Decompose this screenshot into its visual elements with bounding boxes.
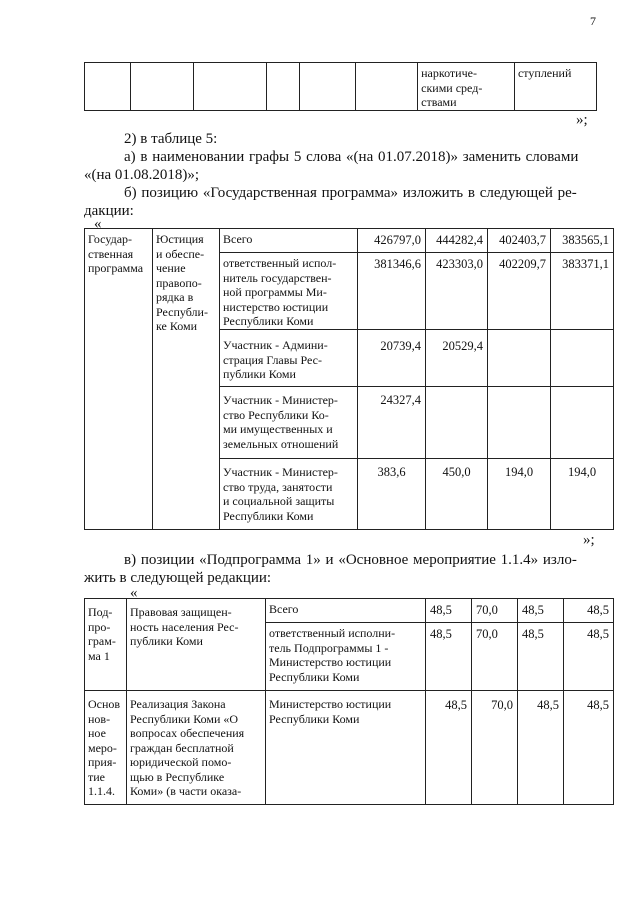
- value-cell: 20529,4: [426, 330, 488, 387]
- value-cell: 402403,7: [488, 229, 551, 253]
- row-label-cell: [220, 253, 358, 330]
- row-label: Участник - Админи- страция Главы Рес- публики Коми: [223, 338, 328, 381]
- row-label: Участник - Министер- ство Республики Ко- ми имущественных и земельных отношений: [223, 393, 339, 451]
- value-cell: [551, 387, 614, 459]
- paragraph-b-line1: б) позицию «Государственная программа» изложить в следующей ре-: [124, 185, 577, 201]
- row-label: ответственный исполни- тель Подпрограммы 1 - Министерство юстиции Республики Коми: [269, 626, 396, 684]
- value-cell: [426, 387, 488, 459]
- subprogram-type-cell: [85, 599, 127, 691]
- value-cell: 48,5: [564, 599, 614, 623]
- value-cell: [488, 330, 551, 387]
- row-label-cell: [220, 330, 358, 387]
- value-cell: 48,5: [564, 691, 614, 805]
- subprogram-table: [84, 598, 614, 805]
- value-cell: 48,5: [518, 599, 564, 623]
- table-cell: [267, 63, 300, 111]
- row-label: Министерство юстиции Республики Коми: [269, 697, 392, 726]
- program-name-cell: [153, 229, 220, 530]
- paragraph-a-line2: «(на 01.08.2018)»;: [84, 167, 200, 183]
- main-activity-name-cell: [127, 691, 266, 805]
- value-cell: 383565,1: [551, 229, 614, 253]
- row-label-cell: [220, 459, 358, 530]
- value-cell: 20739,4: [358, 330, 426, 387]
- subprogram-name-cell: [127, 599, 266, 691]
- value-cell: 48,5: [426, 691, 472, 805]
- row-label: Всего: [223, 232, 253, 246]
- cell-crimes: ступлений: [517, 66, 572, 80]
- open-quote-2: «: [130, 585, 138, 601]
- program-name: Юстиция и обеспе- чение правопо- рядка в Республи- ке Коми: [156, 232, 208, 333]
- close-mark-1: »;: [583, 532, 595, 548]
- value-cell: 48,5: [564, 623, 614, 691]
- program-type: Государ- ственная программа: [88, 232, 144, 275]
- table-cell: [356, 63, 418, 111]
- value-cell: 48,5: [518, 691, 564, 805]
- value-cell: 381346,6: [358, 253, 426, 330]
- main-activity-type-cell: [85, 691, 127, 805]
- main-activity-name: Реализация Закона Республики Коми «О вопросах обеспечения граждан бесплатной юридической помо- щью в Республике Коми» (в части оказа-: [130, 697, 245, 798]
- row-label-cell: [266, 623, 426, 691]
- main-activity-type: Основ нов- ное меро- прия- тие 1.1.4.: [88, 697, 121, 798]
- value-cell: 444282,4: [426, 229, 488, 253]
- value-cell: 402209,7: [488, 253, 551, 330]
- value-cell: 48,5: [426, 599, 472, 623]
- table-cell: [299, 63, 355, 111]
- subprogram-name: Правовая защищен- ность населения Рес- публики Коми: [130, 605, 239, 648]
- row-label: ответственный испол- нитель государствен- ной программы Ми- нистерство юстиции Республики Коми: [223, 256, 337, 328]
- paragraph-b-line2: дакции:: [84, 203, 134, 219]
- value-cell: 450,0: [426, 459, 488, 530]
- row-label-cell: [220, 229, 358, 253]
- table-cell: [418, 63, 515, 111]
- value-cell: 48,5: [518, 623, 564, 691]
- value-cell: 383371,1: [551, 253, 614, 330]
- value-cell: 383,6: [358, 459, 426, 530]
- value-cell: [551, 330, 614, 387]
- row-label-cell: [266, 599, 426, 623]
- value-cell: 423303,0: [426, 253, 488, 330]
- value-cell: 194,0: [488, 459, 551, 530]
- value-cell: 48,5: [426, 623, 472, 691]
- paragraph-2: 2) в таблице 5:: [124, 131, 218, 147]
- subprogram-type: Под- про- грам- ма 1: [88, 605, 116, 663]
- table-cell: [85, 63, 131, 111]
- cell-narcotic: наркотиче- скими сред- ствами: [421, 66, 483, 109]
- value-cell: 70,0: [472, 691, 518, 805]
- table-cell: [514, 63, 596, 111]
- value-cell: [488, 387, 551, 459]
- row-label: Участник - Министер- ство труда, занятости и социальной защиты Республики Коми: [223, 465, 338, 523]
- paragraph-a-line1: а) в наименовании графы 5 слова «(на 01.07.2018)» заменить словами: [124, 149, 579, 165]
- paragraph-v-line1: в) позиции «Подпрограмма 1» и «Основное мероприятие 1.1.4» изло-: [124, 552, 577, 568]
- value-cell: 24327,4: [358, 387, 426, 459]
- value-cell: 70,0: [472, 623, 518, 691]
- value-cell: 194,0: [551, 459, 614, 530]
- table-cell: [193, 63, 266, 111]
- value-cell: 70,0: [472, 599, 518, 623]
- row-label-cell: [220, 387, 358, 459]
- row-label-cell: [266, 691, 426, 805]
- top-table-fragment: [84, 62, 597, 111]
- open-quote-1: «: [94, 216, 102, 232]
- state-program-table: [84, 228, 614, 530]
- table-cell: [130, 63, 193, 111]
- paragraph-v-line2: жить в следующей редакции:: [84, 570, 272, 586]
- page-number: 7: [590, 14, 596, 28]
- value-cell: 426797,0: [358, 229, 426, 253]
- program-type-cell: [85, 229, 153, 530]
- close-mark-top: »;: [576, 112, 588, 128]
- row-label: Всего: [269, 602, 299, 616]
